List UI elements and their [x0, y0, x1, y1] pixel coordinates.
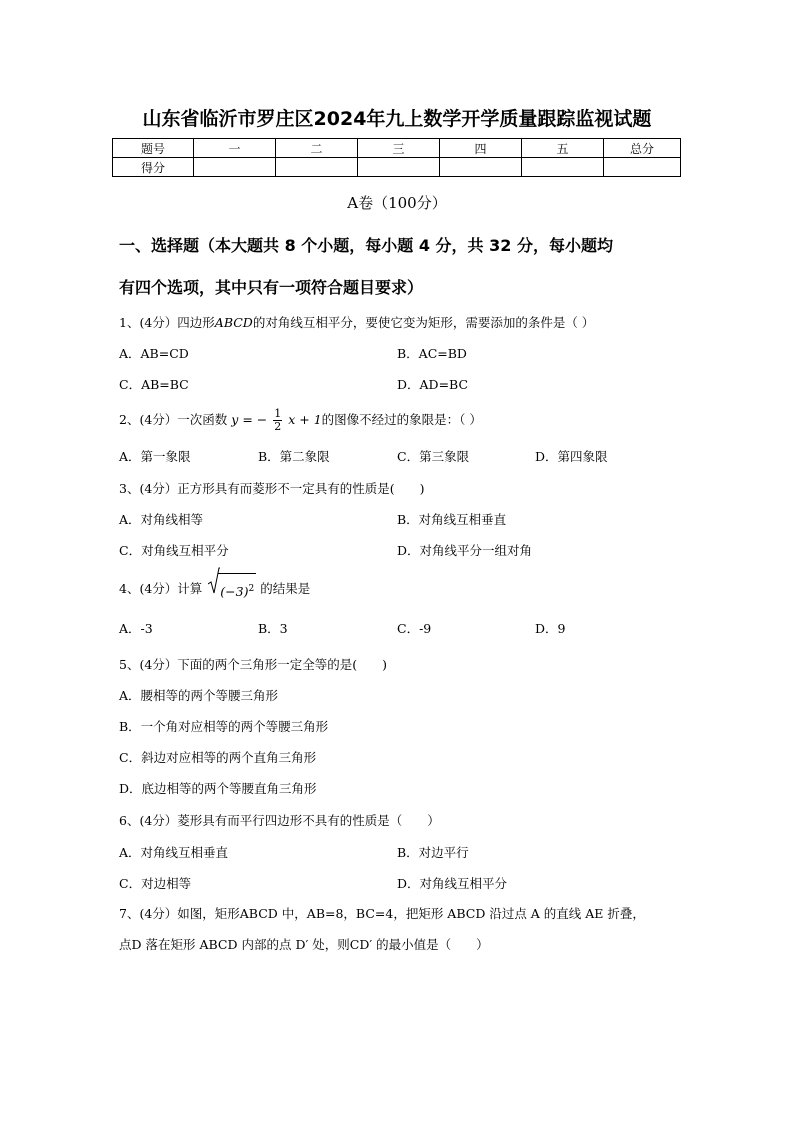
q6-option-c: C．对边相等: [119, 876, 192, 891]
q3-option-c: C．对角线互相平分: [119, 543, 229, 558]
q6-option-b: B．对边平行: [397, 845, 469, 860]
score-input-cell: [358, 158, 440, 177]
q6-option-a: A．对角线互相垂直: [119, 845, 229, 860]
q2-fraction: [273, 408, 282, 433]
sqrt-symbol: [208, 573, 256, 606]
q4-option-b: B．3: [258, 621, 288, 636]
page-title: 山东省临沂市罗庄区2024年九上数学开学质量跟踪监视试题: [142, 108, 652, 130]
question-2: [119, 405, 689, 435]
q3-option-b: B．对角线互相垂直: [397, 512, 507, 527]
q2-prefix: 2、(4分）一次函数: [119, 412, 228, 427]
question-4: [119, 573, 689, 606]
score-input-cell: [276, 158, 358, 177]
q4-prefix: 4、(4分）计算: [119, 581, 203, 597]
table-row: [113, 158, 681, 177]
radicand: [218, 573, 256, 606]
q1-option-d: D．AD=BC: [397, 377, 469, 392]
q2-option-a: A．第一象限: [119, 449, 191, 464]
score-input-cell: [194, 158, 276, 177]
q5-option-b: B．一个角对应相等的两个等腰三角形: [119, 719, 329, 734]
q4-suffix: 的结果是: [260, 581, 311, 597]
radical-sign-icon: [208, 567, 220, 595]
q4-exponent: 2: [248, 584, 255, 594]
q2-fraction-numerator: 1: [274, 407, 282, 420]
q2-option-d: D．第四象限: [535, 449, 608, 464]
q3-option-d: D．对角线平分一组对角: [397, 543, 533, 558]
q6-option-d: D．对角线互相平分: [397, 876, 508, 891]
q1-option-c: C．AB=BC: [119, 377, 189, 392]
q1-suffix: 的对角线互相平分，要使它变为矩形，需要添加的条件是（ ）: [252, 315, 595, 330]
table-cell: 得分: [113, 158, 194, 177]
question-5: 5、(4分）下面的两个三角形一定全等的是( ): [119, 657, 388, 672]
score-input-cell: [440, 158, 522, 177]
q2-eq-sign: = −: [242, 412, 268, 427]
q5-option-a: A．腰相等的两个等腰三角形: [119, 688, 279, 703]
q2-eq-lhs: y: [231, 412, 239, 427]
q4-option-d: D．9: [535, 621, 566, 636]
q1-option-a: A．AB=CD: [119, 346, 189, 361]
q2-option-b: B．第二象限: [258, 449, 330, 464]
q2-eq-tail: x + 1: [288, 412, 322, 427]
q1-prefix: 1、(4分）四边形: [119, 315, 215, 330]
table-cell: 二: [276, 139, 358, 158]
q1-option-b: B．AC=BD: [397, 346, 467, 361]
section-heading: A卷（100分）: [347, 194, 447, 212]
q5-option-d: D．底边相等的两个等腰直角三角形: [119, 781, 317, 796]
table-cell: 总分: [604, 139, 681, 158]
question-7-line2: 点D 落在矩形 ABCD 内部的点 D′ 处，则CD′ 的最小值是（ ）: [119, 937, 489, 952]
q2-option-c: C．第三象限: [397, 449, 470, 464]
table-cell: 五: [522, 139, 604, 158]
question-7-line1: 7、(4分）如图，矩形ABCD 中，AB=8，BC=4，把矩形 ABCD 沿过点 A 的直线 AE 折叠，: [119, 906, 645, 921]
score-table: [112, 138, 681, 177]
q5-option-c: C．斜边对应相等的两个直角三角形: [119, 750, 317, 765]
q4-radicand: (−3): [220, 584, 249, 600]
score-input-cell: [522, 158, 604, 177]
q3-option-a: A．对角线相等: [119, 512, 204, 527]
question-3: 3、(4分）正方形具有而菱形不一定具有的性质是( ): [119, 481, 425, 496]
table-cell: 一: [194, 139, 276, 158]
score-input-cell: [604, 158, 681, 177]
question-1: [119, 315, 689, 331]
table-cell: 三: [358, 139, 440, 158]
q4-option-a: A．-3: [119, 621, 153, 636]
q1-var: ABCD: [214, 315, 253, 330]
q2-fraction-denominator: 2: [274, 420, 282, 433]
question-6: 6、(4分）菱形具有而平行四边形不具有的性质是（ ）: [119, 813, 440, 828]
table-cell: 四: [440, 139, 522, 158]
part-heading-line1: 一、选择题（本大题共 8 个小题，每小题 4 分，共 32 分，每小题均: [119, 236, 613, 255]
q2-suffix: 的图像不经过的象限是：（ ）: [321, 412, 482, 427]
table-cell: 题号: [113, 139, 194, 158]
table-row: [113, 139, 681, 158]
q4-option-c: C．-9: [397, 621, 432, 636]
part-heading-line2: 有四个选项，其中只有一项符合题目要求）: [119, 278, 424, 297]
